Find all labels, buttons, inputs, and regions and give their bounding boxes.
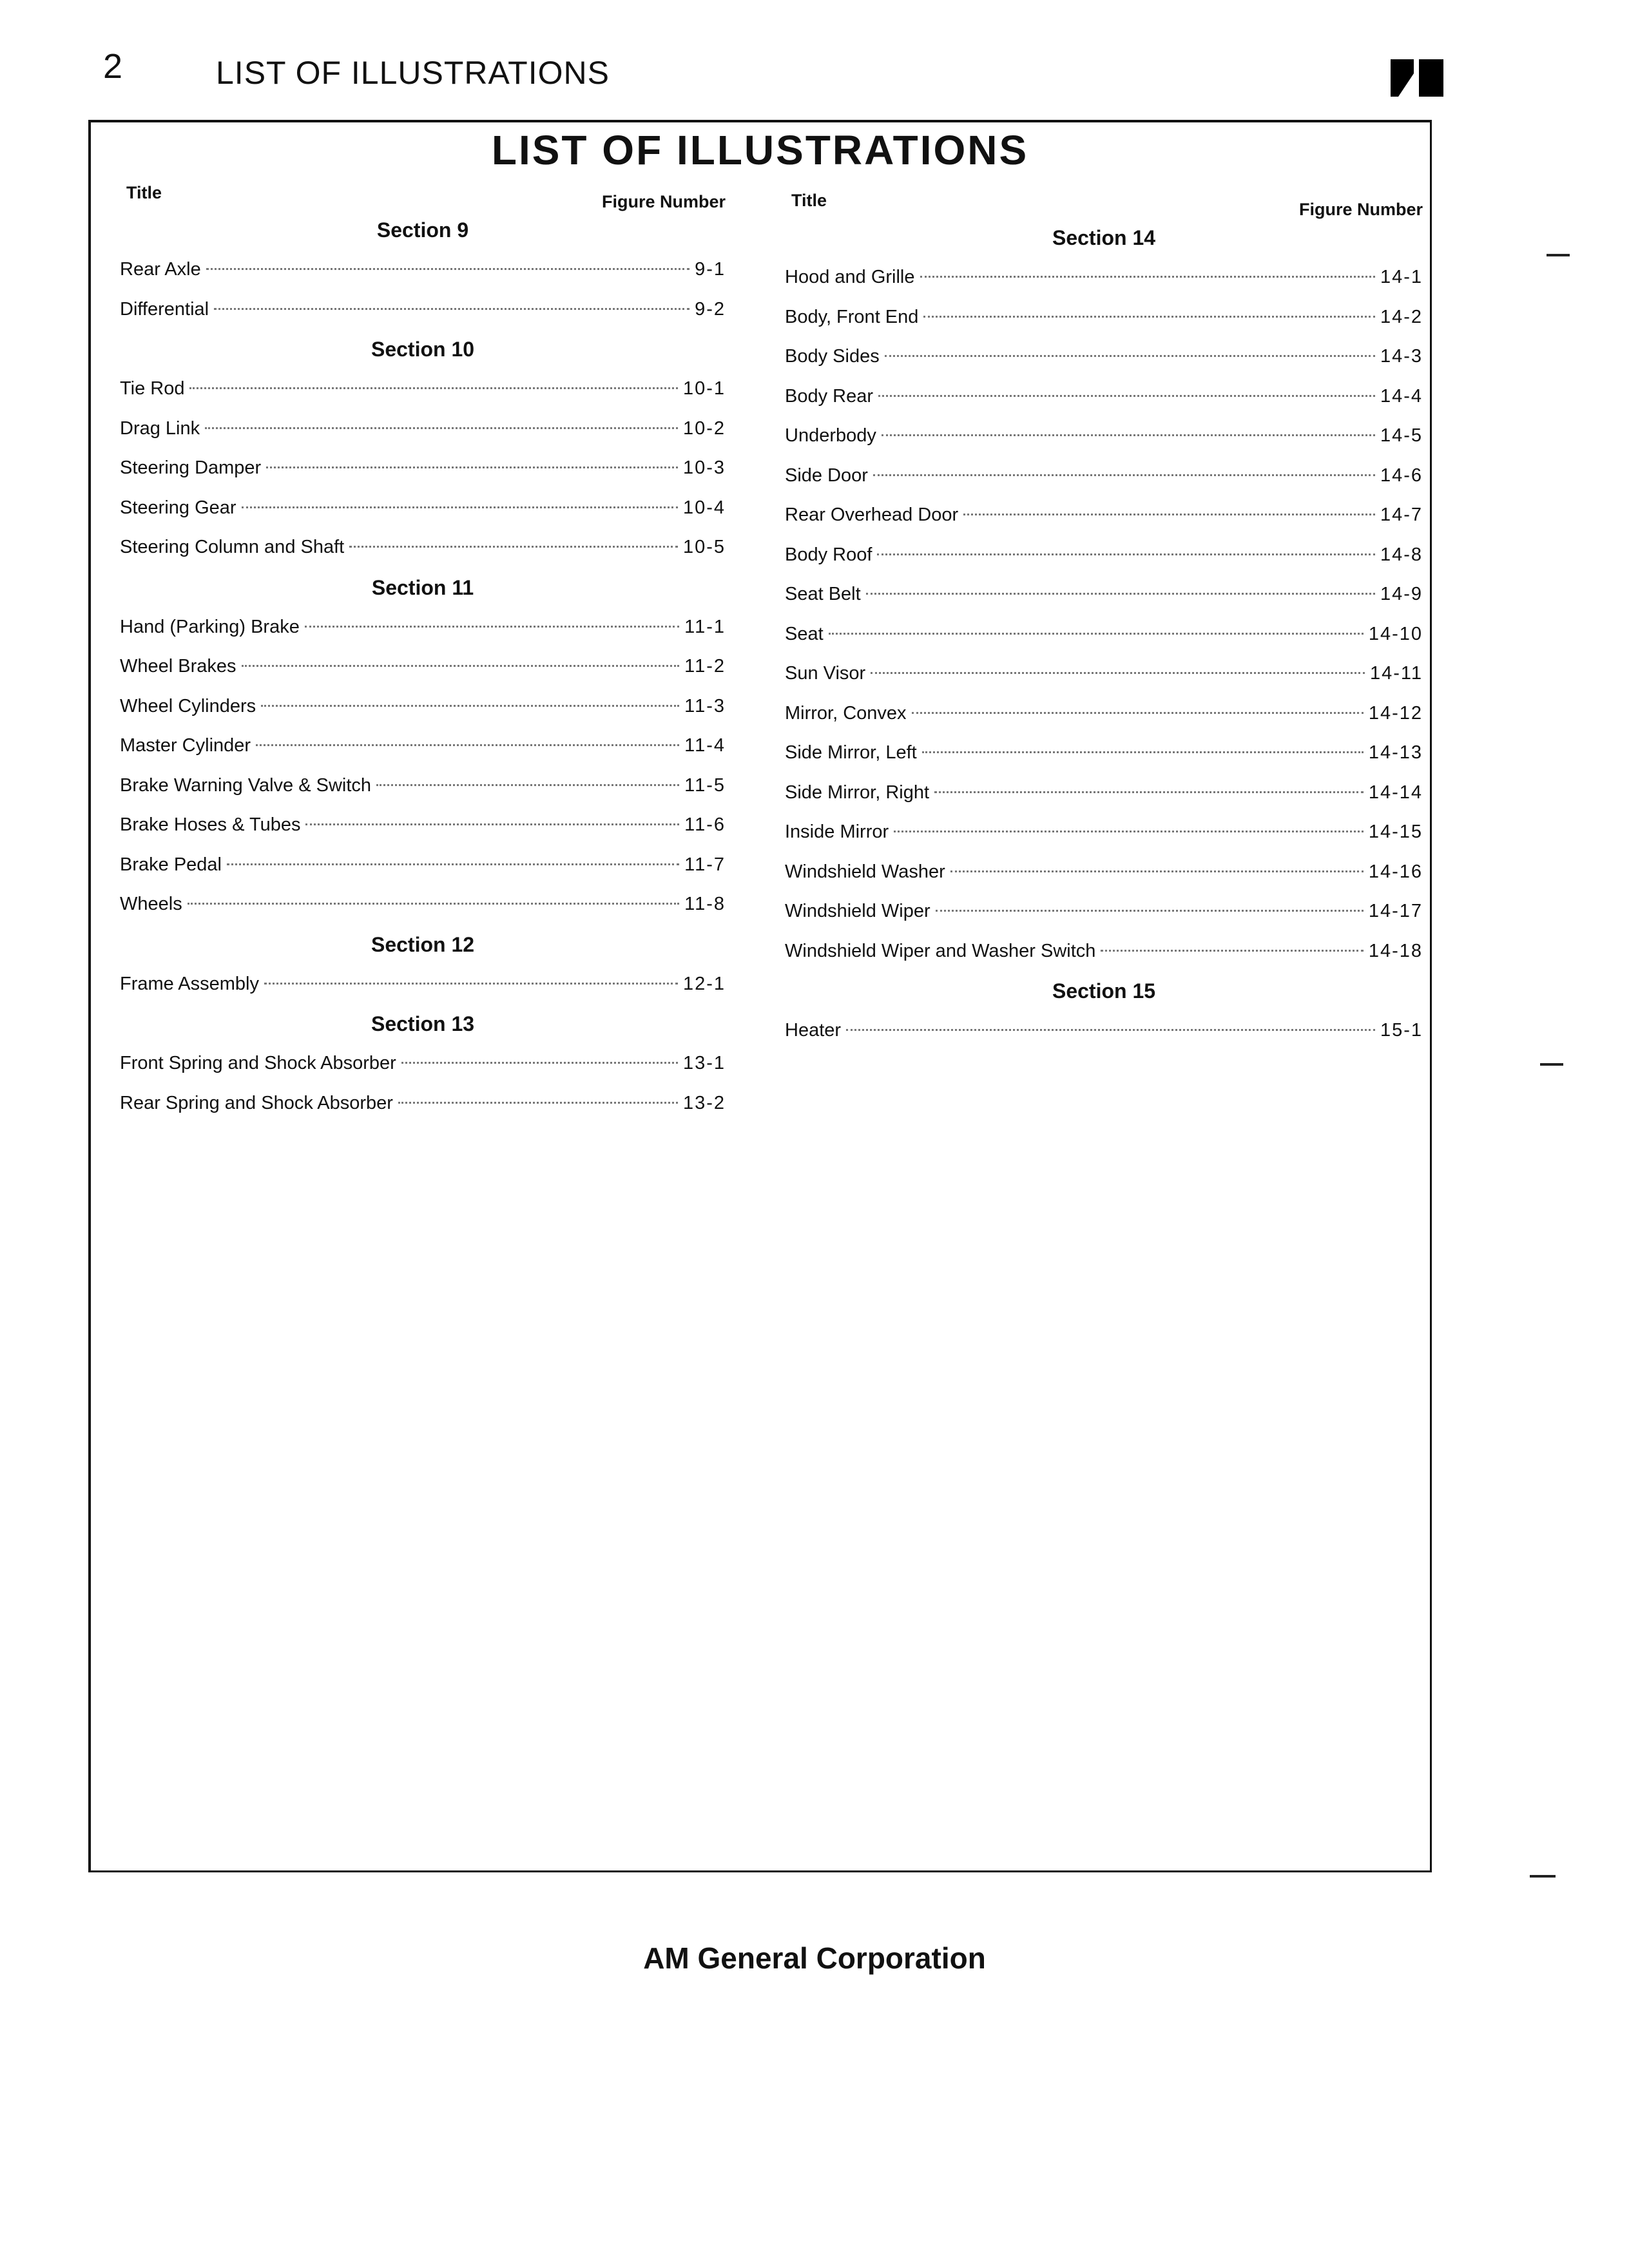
figure-number: 10-1 [682, 378, 726, 399]
illustration-title: Side Mirror, Left [785, 742, 917, 763]
section-heading: Section 10 [371, 338, 475, 361]
figure-number: 12-1 [682, 973, 726, 994]
list-item [120, 409, 726, 449]
figure-number: 14-7 [1380, 505, 1423, 525]
dot-leader [398, 1102, 678, 1104]
section-heading: Section 11 [371, 575, 474, 599]
dot-leader [349, 546, 678, 548]
list-item [785, 812, 1423, 852]
dot-leader [936, 910, 1364, 912]
illustration-title: Inside Mirror [785, 822, 889, 842]
dot-leader [846, 1029, 1375, 1031]
figure-number: 14-9 [1380, 584, 1423, 604]
illustration-title: Drag Link [120, 418, 200, 439]
figure-number: 14-14 [1368, 782, 1423, 803]
dot-leader [376, 784, 679, 786]
figure-number: 10-4 [682, 497, 726, 518]
illustration-title: Hand (Parking) Brake [120, 616, 300, 637]
figure-number: 11-4 [684, 735, 726, 756]
illustration-title: Brake Hoses & Tubes [120, 814, 301, 835]
illustration-title: Brake Pedal [120, 854, 222, 875]
illustration-title: Tie Rod [120, 378, 185, 399]
figure-number: 14-10 [1368, 623, 1423, 644]
illustration-title: Windshield Wiper and Washer Switch [785, 940, 1096, 961]
figure-number: 10-2 [682, 418, 726, 439]
dot-leader [205, 427, 678, 429]
figure-number: 11-2 [684, 656, 726, 677]
list-item [785, 932, 1423, 972]
list-item [785, 377, 1423, 417]
illustration-title: Side Door [785, 465, 868, 486]
figure-number: 14-3 [1380, 346, 1423, 367]
dot-leader [923, 316, 1375, 318]
illustration-title: Body Roof [785, 544, 872, 565]
figure-number: 11-8 [684, 894, 726, 914]
dot-leader [242, 506, 678, 508]
figure-number: 14-1 [1380, 267, 1423, 287]
list-item [785, 852, 1423, 892]
dot-leader [866, 593, 1375, 595]
column-header [785, 191, 1423, 218]
list-item [785, 694, 1423, 734]
illustration-title: Wheel Brakes [120, 656, 236, 677]
illustration-title: Heater [785, 1020, 842, 1041]
running-title: LIST OF ILLUSTRATIONS [216, 55, 610, 91]
figure-number: 10-5 [682, 537, 726, 557]
illustration-title: Wheels [120, 894, 182, 914]
illustration-title: Rear Overhead Door [785, 505, 959, 525]
illustration-title: Windshield Washer [785, 861, 945, 882]
figure-number: 14-13 [1368, 742, 1423, 763]
page-title: LIST OF ILLUSTRATIONS [491, 127, 1029, 173]
dot-leader [920, 276, 1375, 278]
list-item [120, 687, 726, 727]
list-item [785, 456, 1423, 496]
figure-number: 14-6 [1380, 465, 1423, 486]
list-item [120, 448, 726, 488]
title-column-label: Title [791, 191, 827, 210]
list-item [120, 647, 726, 687]
list-item [785, 337, 1423, 377]
list-item [120, 805, 726, 845]
figure-number: 9-2 [695, 298, 726, 320]
figure-number: 10-3 [682, 457, 726, 478]
left-column [120, 183, 726, 1123]
dot-leader [305, 823, 679, 825]
figure-number: 14-12 [1368, 702, 1423, 724]
dot-leader [934, 791, 1364, 793]
figure-number-column-label: Figure Number [601, 192, 726, 211]
margin-mark [1530, 1875, 1556, 1878]
list-item [120, 885, 726, 925]
figure-number: 14-5 [1380, 425, 1423, 446]
illustration-title: Steering Damper [120, 457, 262, 478]
illustration-title: Frame Assembly [120, 973, 259, 994]
figure-number: 14-15 [1368, 822, 1423, 842]
dot-leader [873, 474, 1375, 476]
list-item [120, 965, 726, 1004]
illustration-title: Rear Spring and Shock Absorber [120, 1092, 393, 1113]
list-item [120, 1044, 726, 1084]
illustration-title: Body, Front End [785, 306, 919, 327]
figure-number: 13-2 [682, 1092, 726, 1113]
dot-leader [214, 308, 689, 310]
illustration-title: Rear Axle [120, 259, 201, 280]
illustration-title: Differential [120, 298, 209, 320]
illustration-title: Windshield Wiper [785, 901, 930, 921]
dot-leader [871, 672, 1365, 674]
list-item [785, 654, 1423, 694]
figure-number: 11-1 [684, 616, 726, 637]
dot-leader [922, 751, 1364, 753]
right-list [785, 218, 1423, 1051]
list-item [785, 1011, 1423, 1051]
illustration-title: Side Mirror, Right [785, 782, 930, 803]
dot-leader [829, 633, 1364, 635]
figure-number: 14-18 [1368, 940, 1423, 961]
list-item [785, 575, 1423, 615]
dot-leader [401, 1062, 678, 1064]
dot-leader [206, 268, 689, 270]
illustration-title: Master Cylinder [120, 735, 251, 756]
figure-number: 13-1 [682, 1053, 726, 1073]
figure-number: 11-3 [684, 695, 726, 716]
left-list [120, 210, 726, 1123]
section-heading: Section 12 [371, 932, 475, 956]
margin-mark [1540, 1063, 1563, 1066]
dot-leader [894, 831, 1364, 832]
list-item [120, 488, 726, 528]
title-column-label: Title [126, 183, 162, 202]
figure-number: 11-5 [684, 774, 726, 796]
illustration-title: Brake Warning Valve & Switch [120, 774, 372, 796]
page-number: 2 [103, 47, 123, 86]
section-heading: Section 13 [371, 1012, 475, 1035]
dot-leader [950, 870, 1364, 872]
corporation-footer: AM General Corporation [643, 1941, 986, 1975]
illustration-title: Body Rear [785, 385, 874, 407]
list-item [785, 535, 1423, 575]
figure-number-column-label: Figure Number [1298, 200, 1423, 219]
dot-leader [882, 434, 1375, 436]
illustration-title: Mirror, Convex [785, 702, 907, 724]
dot-leader [885, 355, 1375, 357]
list-item [120, 250, 726, 290]
dot-leader [963, 514, 1375, 515]
illustration-title: Sun Visor [785, 663, 866, 684]
list-item [785, 495, 1423, 535]
figure-number: 11-6 [684, 814, 726, 835]
illustration-title: Underbody [785, 425, 876, 446]
dot-leader [266, 466, 678, 468]
illustration-title: Seat Belt [785, 584, 861, 604]
dot-leader [256, 744, 679, 746]
dot-leader [261, 705, 679, 707]
list-item [785, 615, 1423, 655]
dot-leader [305, 626, 679, 628]
figure-number: 15-1 [1380, 1020, 1423, 1041]
illustration-title: Wheel Cylinders [120, 695, 256, 716]
am-general-logo-icon [1391, 59, 1443, 97]
illustration-title: Steering Column and Shaft [120, 537, 345, 557]
list-item [785, 298, 1423, 338]
list-item [120, 766, 726, 806]
illustration-title: Body Sides [785, 346, 880, 367]
dot-leader [878, 395, 1375, 397]
list-item [120, 528, 726, 568]
figure-number: 9-1 [695, 259, 726, 280]
dot-leader [189, 387, 677, 389]
list-item [120, 608, 726, 648]
list-item [785, 733, 1423, 773]
figure-number: 11-7 [684, 854, 726, 875]
figure-number: 14-17 [1368, 901, 1423, 921]
dot-leader [1101, 950, 1363, 952]
section-heading: Section 9 [376, 218, 469, 242]
section-heading: Section 15 [1052, 979, 1156, 1003]
right-column [785, 191, 1423, 1051]
illustration-title: Front Spring and Shock Absorber [120, 1053, 396, 1073]
dot-leader [912, 712, 1364, 714]
figure-number: 14-16 [1368, 861, 1423, 882]
figure-number: 14-8 [1380, 544, 1423, 565]
list-item [120, 726, 726, 766]
illustration-title: Hood and Grille [785, 267, 915, 287]
list-item [785, 892, 1423, 932]
list-item [785, 258, 1423, 298]
figure-number: 14-11 [1369, 663, 1423, 684]
dot-leader [264, 983, 678, 985]
list-item [785, 773, 1423, 813]
list-item [785, 416, 1423, 456]
figure-number: 14-2 [1380, 306, 1423, 327]
dot-leader [877, 553, 1375, 555]
illustration-title: Seat [785, 623, 824, 644]
dot-leader [227, 863, 679, 865]
figure-number: 14-4 [1380, 385, 1423, 407]
column-header [120, 183, 726, 210]
dot-leader [242, 665, 680, 667]
page-header [0, 0, 1629, 129]
dot-leader [188, 903, 679, 905]
illustration-title: Steering Gear [120, 497, 236, 518]
list-item [120, 369, 726, 409]
list-item [120, 1084, 726, 1124]
section-heading: Section 14 [1052, 226, 1156, 249]
margin-mark [1547, 254, 1570, 256]
list-item [120, 290, 726, 330]
list-item [120, 845, 726, 885]
